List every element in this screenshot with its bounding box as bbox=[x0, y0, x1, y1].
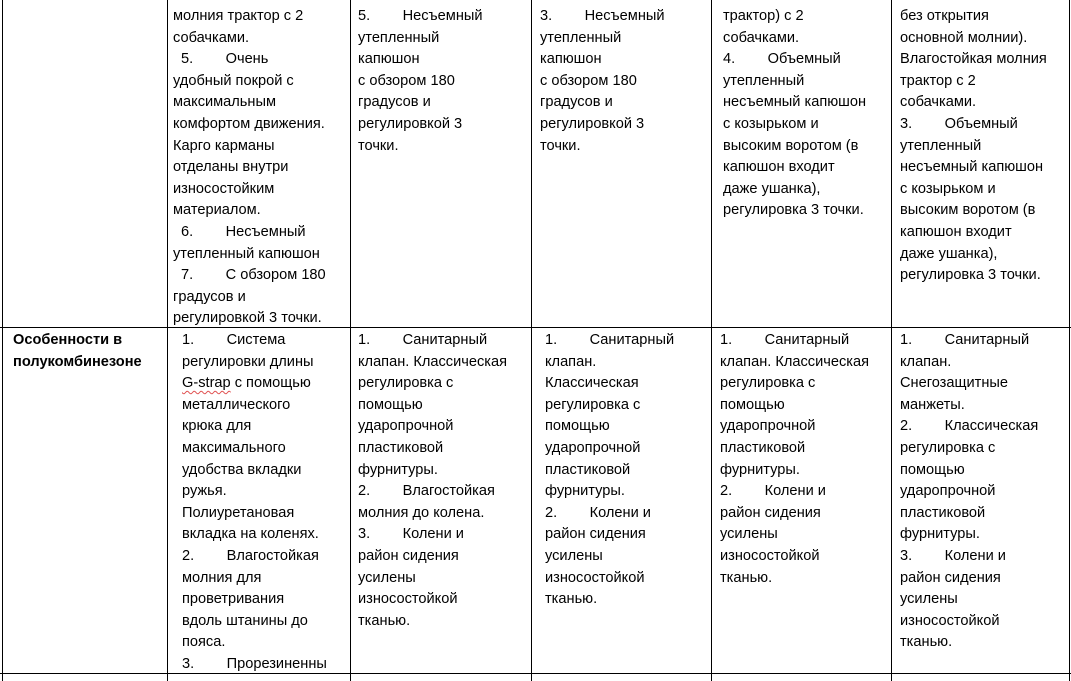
cell-text-line: 3. Несъемный bbox=[540, 8, 665, 24]
cell-text-line: капюшон bbox=[358, 51, 420, 68]
row1-col5-cell bbox=[900, 6, 1068, 327]
cell-text-line: помощью bbox=[358, 396, 423, 413]
row2-header-cell bbox=[13, 330, 165, 670]
cell-text-line bbox=[182, 373, 349, 395]
cell-text-line: износостойким bbox=[173, 180, 275, 197]
cell-text-line: Влагостойкая молния bbox=[900, 51, 1047, 68]
cell-text-line: 5. Очень bbox=[181, 51, 269, 68]
cell-text-line: точки. bbox=[358, 137, 399, 154]
cell-text-line: 5. Несъемный bbox=[358, 8, 483, 24]
cell-text-line: ударопрочной bbox=[545, 439, 641, 456]
cell-text-line: ружья. bbox=[182, 483, 227, 500]
cell-text-line: 2. Колени и bbox=[545, 504, 651, 521]
cell-text-line: 1. Санитарный bbox=[720, 332, 850, 348]
cell-text-line: собачками. bbox=[173, 29, 250, 46]
cell-text-line: регулировкой 3 точки. bbox=[173, 310, 322, 327]
cell-text-line: собачками. bbox=[723, 29, 800, 46]
row1-col4-cell bbox=[723, 6, 890, 327]
cell-text-line: клапан. Классическая bbox=[720, 353, 869, 370]
table-border-col4 bbox=[711, 0, 712, 681]
cell-text-line: утепленный bbox=[358, 29, 440, 46]
cell-text-line: молния трактор с 2 bbox=[173, 8, 304, 24]
table-border-col5 bbox=[891, 0, 892, 681]
cell-text-line: пластиковой bbox=[358, 439, 444, 456]
cell-text-line: утепленный bbox=[723, 72, 805, 89]
cell-text-line: регулировка с bbox=[358, 375, 454, 392]
cell-text-line: несъемный капюшон bbox=[723, 94, 867, 111]
cell-text-line: Классическая bbox=[545, 375, 639, 392]
cell-text-line: манжеты. bbox=[900, 396, 965, 413]
cell-text-line: Полиуретановая bbox=[182, 504, 295, 521]
row-header-text: Особенности в bbox=[13, 332, 123, 348]
cell-text-line: трактор) с 2 bbox=[723, 8, 804, 24]
cell-text-line: регулировкой 3 bbox=[540, 115, 645, 132]
cell-text-line: Снегозащитные bbox=[900, 375, 1008, 392]
cell-text-line: 2. Колени и bbox=[720, 483, 826, 500]
cell-text-line: 4. Объемный bbox=[723, 51, 841, 68]
cell-text-line: тканью. bbox=[900, 634, 953, 651]
cell-text-line: с обзором 180 bbox=[540, 72, 637, 89]
cell-text-line: с козырьком и bbox=[900, 180, 996, 197]
row1-header-cell bbox=[3, 0, 167, 327]
cell-text-line: утепленный bbox=[900, 137, 982, 154]
cell-text-line: материалом. bbox=[173, 202, 261, 219]
cell-text-line: износостойкой bbox=[720, 547, 820, 564]
cell-text-line: 2. Влагостойкая bbox=[358, 483, 495, 500]
cell-text-line: несъемный капюшон bbox=[900, 159, 1044, 176]
cell-text-line: 6. Несъемный bbox=[181, 223, 306, 240]
cell-text-line: регулировкой 3 bbox=[358, 115, 463, 132]
cell-text-line: клапан. bbox=[900, 353, 952, 370]
cell-text-suffix: с помощью bbox=[230, 375, 311, 392]
cell-text-line: фурнитуры. bbox=[720, 461, 800, 478]
cell-text-line: удобства вкладки bbox=[182, 461, 302, 478]
row2-col4-cell bbox=[720, 330, 890, 673]
cell-text-line: удобный покрой с bbox=[173, 72, 294, 89]
cell-text-line: с козырьком и bbox=[723, 115, 819, 132]
row2-col3-cell bbox=[545, 330, 710, 673]
row1-col3-cell bbox=[540, 6, 710, 327]
cell-text-line: усилены bbox=[720, 526, 778, 543]
cell-text-line: с обзором 180 bbox=[358, 72, 455, 89]
cell-text-line: регулировка с bbox=[900, 439, 996, 456]
cell-text-line: высоким воротом (в bbox=[900, 202, 1036, 219]
cell-text-line: металлического bbox=[182, 396, 291, 413]
row2-col5-cell bbox=[900, 330, 1068, 673]
cell-text-line: 1. Санитарный bbox=[900, 332, 1030, 348]
row1-col1-cell bbox=[173, 6, 349, 327]
cell-text-line: пластиковой bbox=[900, 504, 986, 521]
cell-text-line: износостойкой bbox=[358, 591, 458, 608]
cell-text-line: район сидения bbox=[720, 504, 821, 521]
cell-text-line: пластиковой bbox=[720, 439, 806, 456]
cell-text-line: вкладка на коленях. bbox=[182, 526, 319, 543]
cell-text-line: 1. Санитарный bbox=[358, 332, 488, 348]
cell-text-line: фурнитуры. bbox=[358, 461, 438, 478]
cell-text-line: пластиковой bbox=[545, 461, 631, 478]
cell-text-line: максимального bbox=[182, 439, 286, 456]
cell-text-line: регулировка с bbox=[545, 396, 641, 413]
cell-text-line: ударопрочной bbox=[720, 418, 816, 435]
cell-text-line: регулировки длины bbox=[182, 353, 314, 370]
cell-text-line: усилены bbox=[358, 569, 416, 586]
cell-text-line: градусов и bbox=[540, 94, 613, 111]
cell-text-line: ударопрочной bbox=[358, 418, 454, 435]
cell-text-line: собачками. bbox=[900, 94, 977, 111]
cell-text-line: молния для bbox=[182, 569, 262, 586]
cell-text-line: фурнитуры. bbox=[900, 526, 980, 543]
cell-text-line: усилены bbox=[900, 591, 958, 608]
cell-text-line: 2. Классическая bbox=[900, 418, 1039, 435]
cell-text-line: без открытия bbox=[900, 8, 989, 24]
cell-text-line: молния до колена. bbox=[358, 504, 485, 521]
cell-text-line: 2. Влагостойкая bbox=[182, 547, 319, 564]
cell-text-line: капюшон bbox=[540, 51, 602, 68]
cell-text-line: регулировка 3 точки. bbox=[723, 202, 864, 219]
cell-text-line: помощью bbox=[720, 396, 785, 413]
cell-text-line: капюшон входит bbox=[900, 223, 1012, 240]
cell-text-line: 3. Прорезиненны bbox=[182, 655, 327, 672]
cell-text-line: район сидения bbox=[358, 547, 459, 564]
cell-text-line: тканью. bbox=[720, 569, 773, 586]
cell-text-line: проветривания bbox=[182, 591, 285, 608]
cell-text-line: 7. С обзором 180 bbox=[181, 267, 326, 284]
cell-text-line: максимальным bbox=[173, 94, 276, 111]
cell-text-line: помощью bbox=[545, 418, 610, 435]
cell-text-line: градусов и bbox=[173, 288, 246, 305]
cell-text-line: клапан. Классическая bbox=[358, 353, 507, 370]
cell-text-line: помощью bbox=[900, 461, 965, 478]
spellcheck-underlined-word: G-strap bbox=[182, 375, 231, 392]
cell-text-line: клапан. bbox=[545, 353, 597, 370]
cell-text-line: пояса. bbox=[182, 634, 226, 651]
cell-text-line: отделаны внутри bbox=[173, 159, 289, 176]
cell-text-line: даже ушанка), bbox=[900, 245, 998, 262]
cell-text-line: 3. Колени и bbox=[900, 547, 1006, 564]
row2-col2-cell bbox=[358, 330, 530, 673]
cell-text-line: градусов и bbox=[358, 94, 431, 111]
cell-text-line: 3. Колени и bbox=[358, 526, 464, 543]
table-border-col1 bbox=[167, 0, 168, 681]
cell-text-line: вдоль штанины до bbox=[182, 612, 308, 629]
table-border-col2 bbox=[350, 0, 351, 681]
cell-text-line: район сидения bbox=[545, 526, 646, 543]
cell-text-line: тканью. bbox=[358, 612, 411, 629]
cell-text-line: основной молнии). bbox=[900, 29, 1028, 46]
row1-col2-cell bbox=[358, 6, 530, 327]
cell-text-line: капюшон входит bbox=[723, 159, 835, 176]
cell-text-line: 3. Объемный bbox=[900, 115, 1018, 132]
cell-text-line: утепленный капюшон bbox=[173, 245, 320, 262]
cell-text-line: комфортом движения. bbox=[173, 115, 325, 132]
row-divider bbox=[0, 327, 1071, 328]
cell-text-line: даже ушанка), bbox=[723, 180, 821, 197]
cell-text-line: регулировка 3 точки. bbox=[900, 267, 1041, 284]
cell-text-line: усилены bbox=[545, 547, 603, 564]
row2-col1-cell bbox=[182, 330, 349, 673]
cell-text-line: износостойкой bbox=[900, 612, 1000, 629]
cell-text-line: точки. bbox=[540, 137, 581, 154]
row-header-text: полукомбинезоне bbox=[13, 353, 142, 370]
cell-text-line: ударопрочной bbox=[900, 483, 996, 500]
cell-text-line: 1. Санитарный bbox=[545, 332, 675, 348]
cell-text-line: 1. Система bbox=[182, 332, 286, 348]
cell-text-line: крюка для bbox=[182, 418, 252, 435]
cell-text-line: район сидения bbox=[900, 569, 1001, 586]
cell-text-line: трактор с 2 bbox=[900, 72, 976, 89]
cell-text-line: тканью. bbox=[545, 591, 598, 608]
cell-text-line: утепленный bbox=[540, 29, 622, 46]
table-border-bottom bbox=[0, 673, 1071, 674]
table-border-col3 bbox=[531, 0, 532, 681]
cell-text-line: фурнитуры. bbox=[545, 483, 625, 500]
cell-text-line: Карго карманы bbox=[173, 137, 275, 154]
cell-text-line: регулировка с bbox=[720, 375, 816, 392]
cell-text-line: износостойкой bbox=[545, 569, 645, 586]
cell-text-line: высоким воротом (в bbox=[723, 137, 859, 154]
table-border-right bbox=[1069, 0, 1070, 681]
